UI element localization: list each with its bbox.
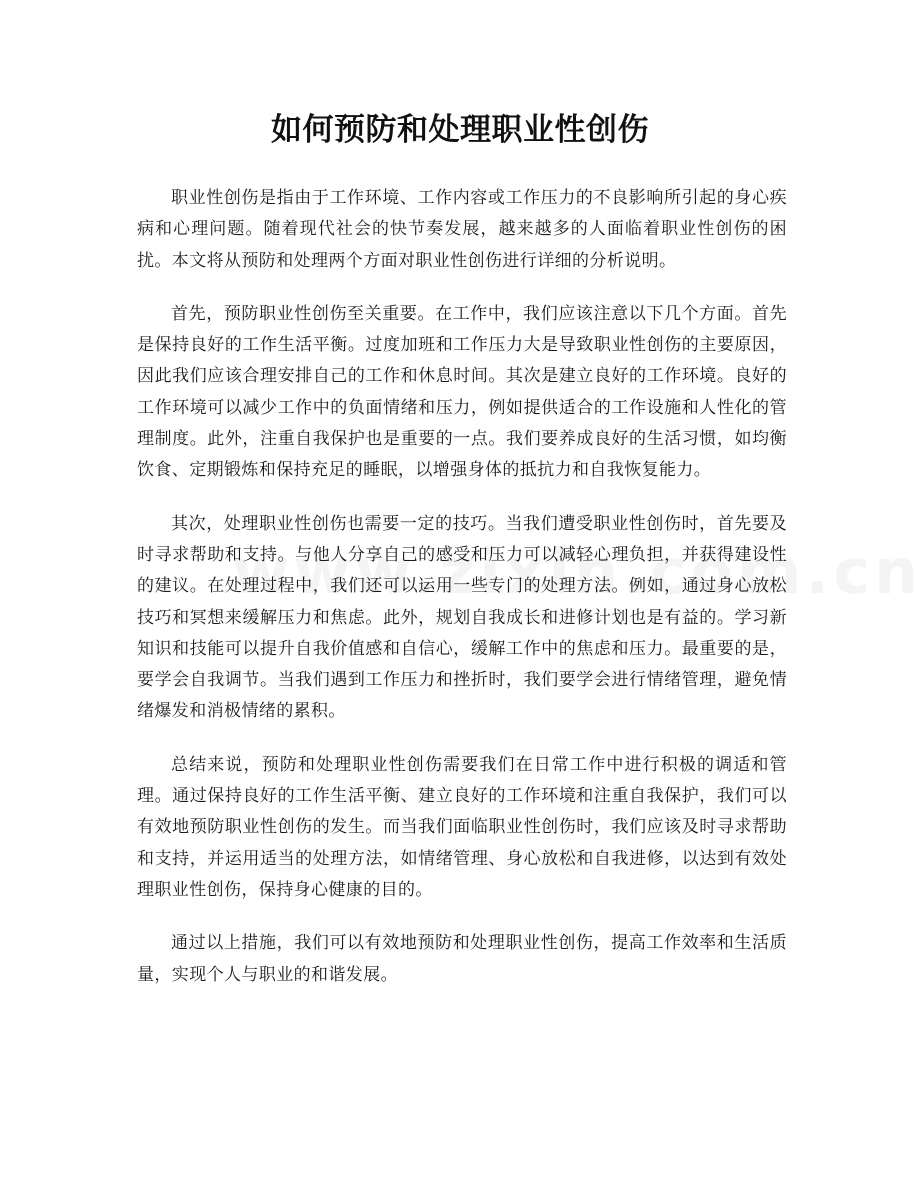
paragraph-summary: 总结来说，预防和处理职业性创伤需要我们在日常工作中进行积极的调适和管理。通过保持良好的工作生活平衡、建立良好的工作环境和注重自我保护，我们可以有效地预防职业性创伤的发生。而当我们面临职业性创伤时，我们应该及时寻求帮助和支持，并运用适当的处理方法，如情绪管理、身心放松和自我进修，以达到有效处理职业性创伤，保持身心健康的目的。 <box>137 754 787 900</box>
paragraph-handling: 其次，处理职业性创伤也需要一定的技巧。当我们遭受职业性创伤时，首先要及时寻求帮助和支持。与他人分享自己的感受和压力可以减轻心理负担，并获得建设性的建议。在处理过程中，我们还可以运用一些专门的处理方法。例如，通过身心放松技巧和冥想来缓解压力和焦虑。此外，规划自我成长和进修计划也是有益的。学习新知识和技能可以提升自我价值感和自信心，缓解工作中的焦虑和压力。最重要的是，要学会自我调节。当我们遇到工作压力和挫折时，我们要学会进行情绪管理，避免情绪爆发和消极情绪的累积。 <box>137 513 787 722</box>
document-title: 如何预防和处理职业性创伤 <box>271 112 649 148</box>
paragraph-prevention: 首先，预防职业性创伤至关重要。在工作中，我们应该注意以下几个方面。首先是保持良好的工作生活平衡。过度加班和工作压力大是导致职业性创伤的主要原因，因此我们应该合理安排自己的工作和休息时间。其次是建立良好的工作环境。良好的工作环境可以减少工作中的负面情绪和压力，例如提供适合的工作设施和人性化的管理制度。此外，注重自我保护也是重要的一点。我们要养成良好的生活习惯，如均衡饮食、定期锻炼和保持充足的睡眠，以增强身体的抵抗力和自我恢复能力。 <box>137 303 787 481</box>
paragraph-conclusion: 通过以上措施，我们可以有效地预防和处理职业性创伤，提高工作效率和生活质量，实现个人与职业的和谐发展。 <box>137 933 787 985</box>
document-body <box>137 183 787 1013</box>
paragraph-intro: 职业性创伤是指由于工作环境、工作内容或工作压力的不良影响所引起的身心疾病和心理问题。随着现代社会的快节奏发展，越来越多的人面临着职业性创伤的困扰。本文将从预防和处理两个方面对职业性创伤进行详细的分析说明。 <box>137 188 787 271</box>
